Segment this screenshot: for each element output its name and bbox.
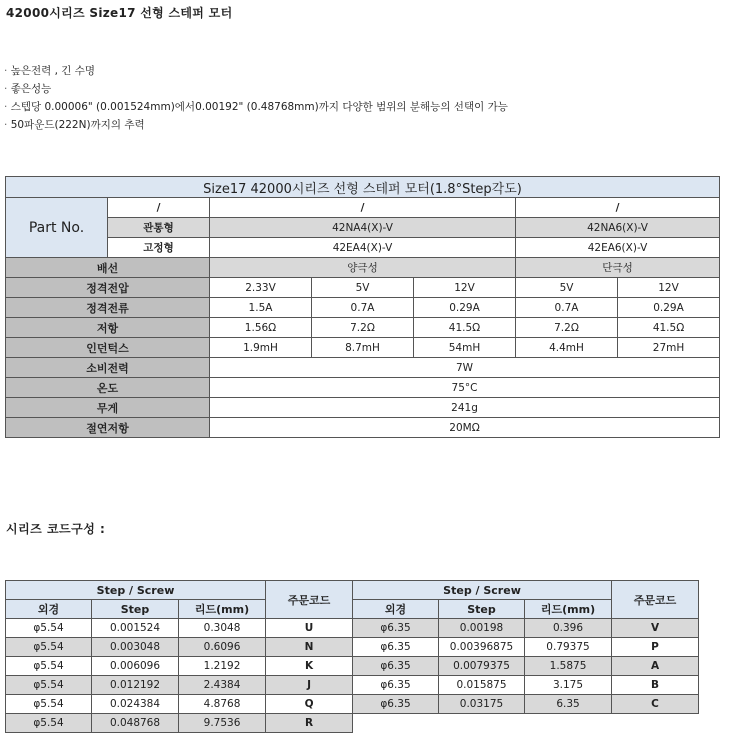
feature-item: · 50파운드(222N)까지의 추력 [4,119,145,131]
lead-header: 리드(mm) [525,600,612,619]
step-cell: 0.001524 [92,619,179,638]
diameter-header: 외경 [353,600,439,619]
row-label-temperature: 온도 [6,378,210,398]
order-code-cell: P [612,638,699,657]
step-screw-header: Step / Screw [353,581,612,600]
diameter-cell: φ5.54 [6,657,92,676]
power-value: 7W [210,358,720,378]
page-title: 42000시리즈 Size17 선형 스테퍼 모터 [6,6,233,20]
table-row [6,714,353,733]
feature-item: · 스텝당 0.00006" (0.001524mm)에서0.00192" (0.48768mm)까지 다양한 범위의 분해능의 선택이 가능 [4,101,508,113]
lead-cell: 3.175 [525,676,612,695]
row-label-inductance: 인던턱스 [6,338,210,358]
diameter-cell: φ5.54 [6,638,92,657]
diameter-cell: φ5.54 [6,676,92,695]
part-number: 42NA4(X)-V [210,218,516,238]
current-value: 0.7A [312,298,414,318]
inductance-value: 8.7mH [312,338,414,358]
step-cell: 0.0079375 [439,657,525,676]
part-number: 42NA6(X)-V [516,218,720,238]
table-row [353,676,699,695]
temperature-value: 75°C [210,378,720,398]
diameter-cell: φ6.35 [353,695,439,714]
bullet-icon: · [4,119,11,131]
lead-cell: 6.35 [525,695,612,714]
current-value: 0.29A [618,298,720,318]
diameter-header: 외경 [6,600,92,619]
lead-cell: 2.4384 [179,676,266,695]
feature-item: · 높은전력 , 긴 수명 [4,65,96,77]
spec-table-heading: Size17 42000시리즈 선형 스테퍼 모터(1.8°Step각도) [6,177,720,198]
row-label-resistance: 저항 [6,318,210,338]
table-row [6,657,353,676]
lead-cell: 0.3048 [179,619,266,638]
slash-cell: / [210,198,516,218]
series-code-table-left [5,580,353,733]
resistance-value: 7.2Ω [312,318,414,338]
order-code-cell: R [266,714,353,733]
part-number: 42EA4(X)-V [210,238,516,258]
order-code-header: 주문코드 [266,581,353,619]
table-row [6,676,353,695]
row-label-voltage: 정격전압 [6,278,210,298]
diameter-cell: φ6.35 [353,657,439,676]
current-value: 0.29A [414,298,516,318]
order-code-cell: Q [266,695,353,714]
wiring-unipolar: 단극성 [516,258,720,278]
lead-cell: 1.5875 [525,657,612,676]
lead-cell: 0.79375 [525,638,612,657]
diameter-cell: φ5.54 [6,714,92,733]
weight-value: 241g [210,398,720,418]
current-value: 1.5A [210,298,312,318]
step-header: Step [92,600,179,619]
step-cell: 0.00198 [439,619,525,638]
lead-header: 리드(mm) [179,600,266,619]
lead-cell: 0.396 [525,619,612,638]
slash-cell: / [108,198,210,218]
order-code-cell: K [266,657,353,676]
table-row [6,619,353,638]
voltage-value: 5V [516,278,618,298]
lead-cell: 4.8768 [179,695,266,714]
diameter-cell: φ6.35 [353,676,439,695]
bullet-icon: · [4,83,11,95]
series-code-title: 시리즈 코드구성 : [6,522,106,536]
feature-list [4,62,508,134]
step-header: Step [439,600,525,619]
lead-cell: 9.7536 [179,714,266,733]
step-cell: 0.00396875 [439,638,525,657]
row-label-weight: 무게 [6,398,210,418]
diameter-cell: φ5.54 [6,619,92,638]
slash-cell: / [516,198,720,218]
voltage-value: 5V [312,278,414,298]
diameter-cell: φ6.35 [353,638,439,657]
row-label-insulation: 절연저항 [6,418,210,438]
order-code-cell: J [266,676,353,695]
inductance-value: 1.9mH [210,338,312,358]
table-row [6,638,353,657]
current-value: 0.7A [516,298,618,318]
series-code-table-right [352,580,699,714]
feature-item: · 좋은성능 [4,83,52,95]
bullet-icon: · [4,65,11,77]
inductance-value: 54mH [414,338,516,358]
table-row [6,695,353,714]
row-label-fixed: 고정형 [108,238,210,258]
order-code-header: 주문코드 [612,581,699,619]
step-cell: 0.015875 [439,676,525,695]
inductance-value: 27mH [618,338,720,358]
table-row [353,695,699,714]
step-cell: 0.003048 [92,638,179,657]
lead-cell: 1.2192 [179,657,266,676]
lead-cell: 0.6096 [179,638,266,657]
resistance-value: 41.5Ω [414,318,516,338]
step-cell: 0.03175 [439,695,525,714]
row-label-wiring: 배선 [6,258,210,278]
voltage-value: 2.33V [210,278,312,298]
diameter-cell: φ5.54 [6,695,92,714]
insulation-value: 20MΩ [210,418,720,438]
resistance-value: 7.2Ω [516,318,618,338]
step-cell: 0.024384 [92,695,179,714]
resistance-value: 1.56Ω [210,318,312,338]
part-number: 42EA6(X)-V [516,238,720,258]
resistance-value: 41.5Ω [618,318,720,338]
order-code-cell: V [612,619,699,638]
table-row [353,638,699,657]
table-row [353,619,699,638]
voltage-value: 12V [414,278,516,298]
row-label-current: 정격전류 [6,298,210,318]
step-cell: 0.006096 [92,657,179,676]
voltage-value: 12V [618,278,720,298]
order-code-cell: A [612,657,699,676]
table-row [353,657,699,676]
order-code-cell: U [266,619,353,638]
step-screw-header: Step / Screw [6,581,266,600]
row-label-through: 관통형 [108,218,210,238]
row-label-power: 소비전력 [6,358,210,378]
wiring-bipolar: 양극성 [210,258,516,278]
order-code-cell: N [266,638,353,657]
order-code-cell: B [612,676,699,695]
bullet-icon: · [4,101,11,113]
inductance-value: 4.4mH [516,338,618,358]
order-code-cell: C [612,695,699,714]
spec-table [5,176,720,438]
part-no-label: Part No. [6,198,108,258]
diameter-cell: φ6.35 [353,619,439,638]
step-cell: 0.012192 [92,676,179,695]
step-cell: 0.048768 [92,714,179,733]
